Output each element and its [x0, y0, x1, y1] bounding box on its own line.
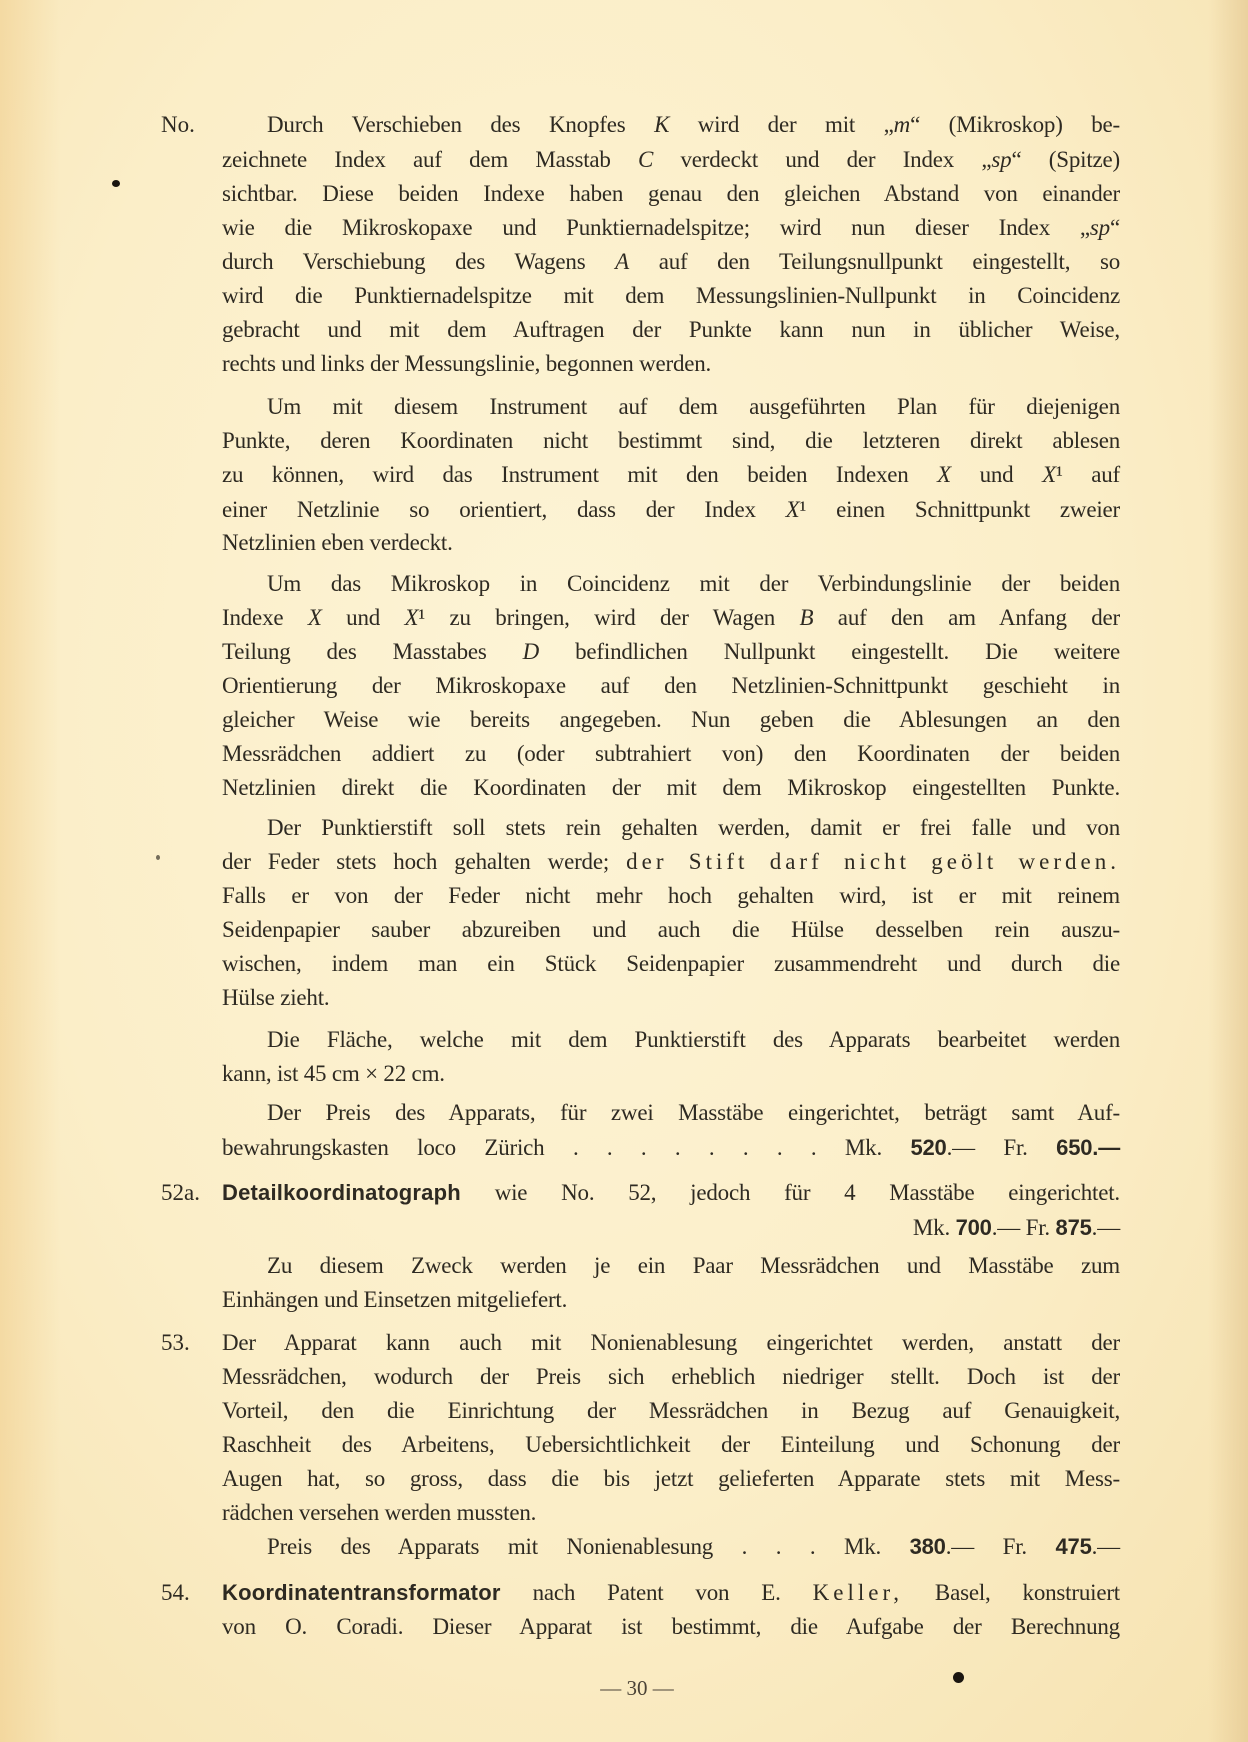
leader-dots: . . .	[741, 1534, 816, 1559]
text-line: Um mit diesem Instrument auf dem ausgeführten Plan für diejenigen	[267, 394, 1120, 419]
price-group	[844, 1534, 1120, 1559]
text-fragment: Basel, konstruiert	[934, 1580, 1120, 1605]
text-line: Augen hat, so gross, dass die bis jetzt gelieferten Apparate stets mit Mess-	[222, 1466, 1120, 1491]
text-line: rechts und links der Messungslinie, begonnen werden.	[222, 351, 712, 376]
text-line: Die Fläche, welche mit dem Punktierstift des Apparats bearbeitet werden	[267, 1027, 1120, 1052]
text-line: zu können, wird das Instrument mit den beiden Indexen X und X¹ auf	[222, 462, 1120, 487]
text-line: wischen, indem man ein Stück Seidenpapier zusammendreht und durch die	[222, 951, 1120, 976]
text-line: Netzlinien eben verdeckt.	[222, 530, 453, 555]
currency-fr-label: Fr.	[1025, 1215, 1050, 1240]
price-fr-value: 650	[1056, 1135, 1093, 1160]
text-line: Zu diesem Zweck werden je ein Paar Messrädchen und Masstäbe zum	[267, 1253, 1120, 1278]
text-line: Der Preis des Apparats, für zwei Masstäbe eingerichtet, beträgt samt Auf-	[267, 1100, 1120, 1125]
text-line: wie die Mikroskopaxe und Punktiernadelspitze; wird nun dieser Index „sp“	[222, 215, 1120, 240]
text-line: Orientierung der Mikroskopaxe auf den Netzlinien-Schnittpunkt geschieht in	[222, 673, 1120, 698]
price-suffix: .—	[1092, 1135, 1120, 1160]
text-line: wird die Punktiernadelspitze mit dem Messungslinien-Nullpunkt in Coincidenz	[222, 283, 1120, 308]
item-title: Koordinatentransformator	[222, 1580, 501, 1605]
price-suffix: .—	[946, 1135, 975, 1160]
price-line	[222, 1131, 1120, 1165]
page-number: — 30 —	[600, 1676, 674, 1700]
currency-mk-label: Mk.	[912, 1215, 951, 1240]
item-description: wie No. 52, jedoch für 4 Masstäbe eingerichtet.	[494, 1180, 1120, 1205]
text-fragment: nach Patent von E.	[532, 1580, 781, 1605]
currency-mk-label: Mk.	[843, 1534, 882, 1559]
text-line: Messrädchen addiert zu (oder subtrahiert von) den Koordinaten der beiden	[222, 741, 1120, 766]
currency-fr-label: Fr.	[1003, 1135, 1028, 1160]
price-mk-value: 380	[909, 1534, 946, 1559]
text-line: durch Verschiebung des Wagens A auf den Teilungsnullpunkt eingestellt, so	[222, 249, 1120, 274]
text-line: Einhängen und Einsetzen mitgeliefert.	[222, 1287, 568, 1312]
ink-spot	[953, 1672, 964, 1683]
text-line: Seidenpapier sauber abzureiben und auch die Hülse desselben rein auszu-	[222, 917, 1120, 942]
text-line	[222, 1576, 1120, 1610]
currency-fr-label: Fr.	[1002, 1534, 1027, 1559]
text-line: von O. Coradi. Dieser Apparat ist bestimmt, die Aufgabe der Berechnung	[222, 1614, 1120, 1639]
text-line	[222, 845, 1120, 879]
text-line: zeichnete Index auf dem Masstab C verdeckt und der Index „sp“ (Spitze)	[222, 147, 1120, 172]
item-label-no: No.	[161, 112, 195, 137]
text-line: Hülse zieht.	[222, 985, 330, 1010]
text-line: kann, ist 45 cm × 22 cm.	[222, 1061, 445, 1086]
item-label-52a: 52a.	[161, 1180, 200, 1205]
emphasized-spaced-name: Keller,	[812, 1580, 903, 1605]
price-fr-value: 475	[1055, 1534, 1092, 1559]
text-line: Indexe X und X¹ zu bringen, wird der Wagen B auf den am Anfang der	[222, 605, 1120, 630]
text-line: gleicher Weise wie bereits angegeben. Nun geben die Ablesungen an den	[222, 707, 1120, 732]
text-line: Um das Mikroskop in Coincidenz mit der Verbindungslinie der beiden	[267, 571, 1120, 596]
price-suffix: .—	[1091, 1215, 1120, 1240]
price-suffix: .—	[1091, 1534, 1120, 1559]
text-line: Falls er von der Feder nicht mehr hoch gehalten wird, ist er mit reinem	[222, 883, 1120, 908]
text-line	[267, 108, 1120, 142]
leader-dots: . . . . . . . .	[572, 1135, 817, 1160]
text-line: gebracht und mit dem Auftragen der Punkte kann nun in üblicher Weise,	[222, 317, 1120, 342]
paper-edge-shadow-left	[0, 0, 60, 1742]
text-line: Messrädchen, wodurch der Preis sich erheblich niedriger stellt. Doch ist der	[222, 1364, 1120, 1389]
text-line: einer Netzlinie so orientiert, dass der Index X¹ einen Schnittpunkt zweier	[222, 497, 1121, 522]
price-mk-value: 520	[910, 1135, 947, 1160]
item-title: Detailkoordinatograph	[222, 1180, 461, 1205]
price-mk-value: 700	[955, 1215, 992, 1240]
text-line: sichtbar. Diese beiden Indexe haben genau den gleichen Abstand von einander	[222, 181, 1120, 206]
item-label-54: 54.	[161, 1580, 190, 1605]
text-line: Teilung des Masstabes D befindlichen Nullpunkt eingestellt. Die weitere	[222, 639, 1120, 664]
item-label-53: 53.	[161, 1330, 190, 1355]
price-line	[222, 1211, 1120, 1245]
text-fragment: der Feder stets hoch gehalten werde;	[222, 849, 610, 874]
paper-edge-shadow-right	[1208, 0, 1248, 1742]
text-line: Raschheit des Arbeitens, Uebersichtlichkeit der Einteilung und Schonung der	[222, 1432, 1120, 1457]
text-line: Vorteil, den die Einrichtung der Messrädchen in Bezug auf Genauigkeit,	[222, 1398, 1120, 1423]
text-line	[222, 1176, 1120, 1210]
text-line-fragment: Durch Verschieben des Knopfes K wird der mit „m“ (Mikroskop) be-	[267, 112, 1121, 137]
price-description: Preis des Apparats mit Nonienablesung	[267, 1534, 714, 1559]
ink-spot	[156, 855, 160, 860]
text-line: Punkte, deren Koordinaten nicht bestimmt sind, die letzteren direkt ablesen	[222, 428, 1120, 453]
price-suffix: .—	[991, 1215, 1021, 1240]
price-line	[267, 1530, 1120, 1564]
text-line: Der Apparat kann auch mit Nonienablesung eingerichtet werden, anstatt der	[222, 1330, 1120, 1355]
ink-spot	[112, 180, 120, 187]
text-line: rädchen versehen werden mussten.	[222, 1500, 537, 1525]
price-fr-value: 875	[1055, 1215, 1092, 1240]
price-description: bewahrungskasten loco Zürich	[222, 1135, 545, 1160]
price-suffix: .—	[945, 1534, 975, 1559]
emphasized-spaced-text: der Stift darf nicht geölt werden.	[626, 849, 1120, 874]
text-line: Netzlinien direkt die Koordinaten der mit dem Mikroskop eingestellten Punkte.	[222, 775, 1120, 800]
currency-mk-label: Mk.	[844, 1135, 882, 1160]
text-line: Der Punktierstift soll stets rein gehalten werden, damit er frei falle und von	[267, 815, 1120, 840]
price-group	[845, 1135, 1120, 1160]
